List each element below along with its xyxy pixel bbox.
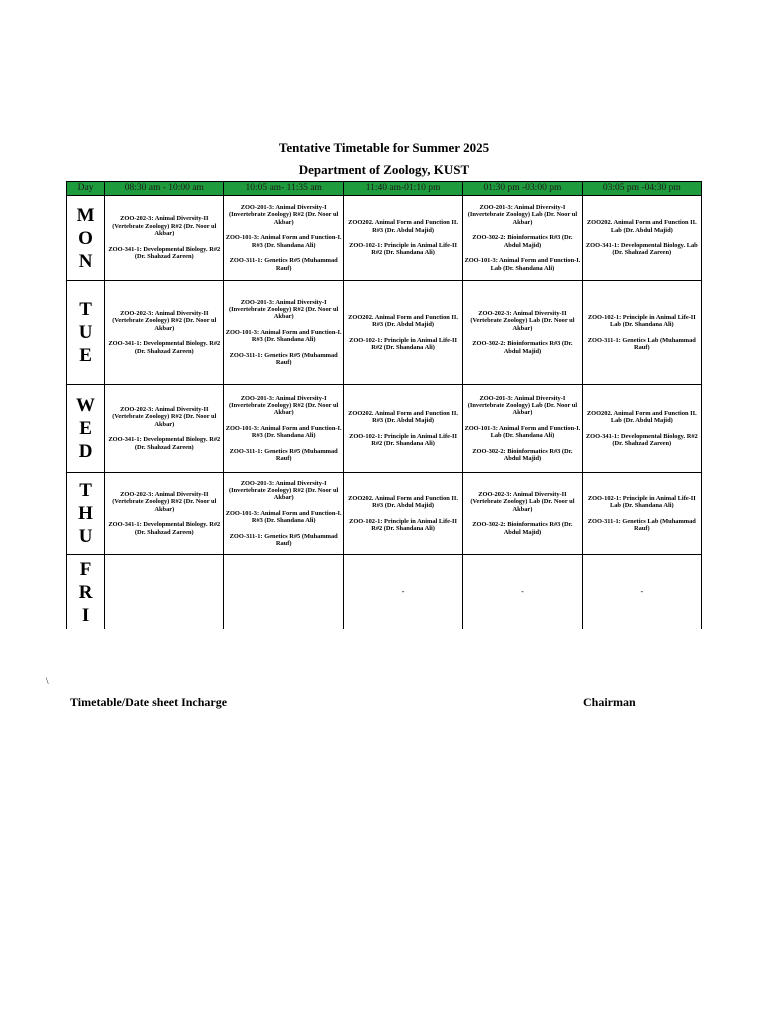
course-entry: ZOO-202-3: Animal Diversity-II (Vertebrate Zoology) R#2 (Dr. Noor ul Akbar) [112,215,217,238]
course-entry: ZOO202. Animal Form and Function II. R#3 (Dr. Abdul Majid) [348,409,458,425]
slot-cell-mon-3 [343,196,462,281]
slot-cell-mon-5 [582,196,701,281]
course-entry: ZOO-302-2: Bioinformatics R#3 (Dr. Abdul Majid) [472,340,573,355]
slot-cell-fri-3 [343,555,462,630]
course-entry: ZOO-101-3: Animal Form and Function-I. R#3 (Dr. Shandana Ali) [225,328,342,344]
empty-slot-marker: - [401,587,405,597]
empty-slot-marker: - [640,587,644,597]
department-title: Department of Zoology, KUST [298,162,470,177]
course-entry: ZOO-302-2: Bioinformatics R#3 (Dr. Abdul Majid) [472,521,573,536]
slot-cell-mon-1 [105,196,224,281]
column-header-slot-4: 01:30 pm -03:00 pm [463,182,582,196]
course-entry: ZOO-202-3: Animal Diversity-II (Vertebrate Zoology) Lab (Dr. Noor ul Akbar) [470,490,575,513]
day-letter: O [78,227,93,249]
day-letter: T [79,480,92,501]
column-header-slot-2: 10:05 am- 11:35 am [224,182,343,196]
day-letter: M [76,204,95,226]
course-entry: ZOO-102-1: Principle in Animal Life-II R#2 (Dr. Shandana Ali) [349,517,458,532]
slot-cell-wed-3 [343,385,462,473]
course-entry: ZOO-101-3: Animal Form and Function-I. R#3 (Dr. Shandana Ali) [225,234,342,249]
slot-cell-mon-2 [224,196,343,281]
course-entry: ZOO202. Animal Form and Function II. Lab (Dr. Abdul Majid) [586,409,697,425]
day-label-thu [67,473,105,555]
timetable-header-row [67,182,702,196]
chairman-signature-label: Chairman [583,695,636,709]
course-entry: ZOO-202-3: Animal Diversity-II (Vertebrate Zoology) R#2 (Dr. Noor ul Akbar) [112,490,217,513]
stray-mark: \ [46,676,49,686]
day-row-wed [67,385,702,473]
course-entry: ZOO-311-1: Genetics R#5 (Muhammad Rauf) [229,257,338,272]
slot-cell-thu-2 [224,473,343,555]
day-letter: D [78,441,93,462]
course-entry: ZOO-102-1: Principle in Animal Life-II R#2 (Dr. Shandana Ali) [349,242,458,257]
slot-cell-thu-4 [463,473,582,555]
slot-cell-tue-2 [224,281,343,385]
course-entry: ZOO-202-3: Animal Diversity-II (Vertebrate Zoology) Lab (Dr. Noor ul Akbar) [470,309,575,332]
slot-cell-wed-2 [224,385,343,473]
course-entry: ZOO-202-3: Animal Diversity-II (Vertebrate Zoology) R#2 (Dr. Noor ul Akbar) [112,309,217,332]
day-row-fri [67,555,702,630]
column-header-slot-1: 08:30 am - 10:00 am [105,182,224,196]
course-entry: ZOO202. Animal Form and Function II. R#3 (Dr. Abdul Majid) [348,494,458,510]
slot-cell-thu-3 [343,473,462,555]
day-letter: W [76,395,96,416]
timetable-title: Tentative Timetable for Summer 2025 [278,140,490,155]
course-entry: ZOO-341-1: Developmental Biology. R#2 (Dr. Shahzad Zareen) [108,340,221,355]
slot-cell-wed-1 [105,385,224,473]
course-entry: ZOO-311-1: Genetics Lab (Muhammad Rauf) [587,517,696,532]
course-entry: ZOO-102-1: Principle in Animal Life-II R#2 (Dr. Shandana Ali) [349,432,458,447]
slot-cell-fri-1 [105,555,224,630]
course-entry: ZOO-201-3: Animal Diversity-I (Invertebrate Zoology) Lab (Dr. Noor ul Akbar) [467,204,578,226]
day-letter: R [78,581,93,603]
slot-cell-tue-5 [582,281,701,385]
course-entry: ZOO-201-3: Animal Diversity-I (Invertebrate Zoology) R#2 (Dr. Noor ul Akbar) [229,479,339,502]
incharge-signature-label: Timetable/Date sheet Incharge [70,695,228,709]
course-entry: ZOO-311-1: Genetics R#5 (Muhammad Rauf) [229,351,338,367]
course-entry: ZOO-341-1: Developmental Biology. R#2 (Dr. Shahzad Zareen) [108,521,221,536]
day-label-wed [67,385,105,473]
course-entry: ZOO-201-3: Animal Diversity-I (Invertebrate Zoology) R#2 (Dr. Noor ul Akbar) [229,298,339,321]
day-letter: I [81,604,90,626]
course-entry: ZOO202. Animal Form and Function II. Lab (Dr. Abdul Majid) [586,219,697,234]
course-entry: ZOO202. Animal Form and Function II. R#3 (Dr. Abdul Majid) [348,313,458,329]
course-entry: ZOO-201-3: Animal Diversity-I (Invertebrate Zoology) R#2 (Dr. Noor ul Akbar) [229,394,339,417]
day-letter: H [78,503,93,524]
course-entry: ZOO-201-3: Animal Diversity-I (Invertebrate Zoology) R#2 (Dr. Noor ul Akbar) [229,204,339,226]
course-entry: ZOO-102-1: Principle in Animal Life-II Lab (Dr. Shandana Ali) [587,313,696,329]
course-entry: ZOO-202-3: Animal Diversity-II (Vertebrate Zoology) R#2 (Dr. Noor ul Akbar) [112,405,217,428]
empty-slot-marker: - [521,587,524,597]
column-header-day: Day [67,182,105,196]
day-row-tue [67,281,702,385]
slot-cell-wed-4 [463,385,582,473]
course-entry: ZOO-341-1: Developmental Biology. R#2 (Dr. Shahzad Zareen) [585,432,698,447]
course-entry: ZOO-102-1: Principle in Animal Life-II R#2 (Dr. Shandana Ali) [349,336,458,351]
day-letter: E [79,345,92,366]
course-entry: ZOO-302-2: Bioinformatics R#3 (Dr. Abdul Majid) [472,234,573,249]
slot-cell-mon-4 [463,196,582,281]
day-letter: E [79,418,92,439]
slot-cell-fri-4 [463,555,582,630]
day-row-thu [67,473,702,555]
slot-cell-thu-5 [582,473,701,555]
slot-cell-wed-5 [582,385,701,473]
day-letter: F [79,558,92,580]
slot-cell-tue-1 [105,281,224,385]
day-label-fri [67,555,105,630]
course-entry: ZOO-341-1: Developmental Biology. R#2 (Dr. Shahzad Zareen) [108,436,221,451]
day-letter: U [78,526,93,547]
slot-cell-tue-4 [463,281,582,385]
column-header-slot-3: 11:40 am-01:10 pm [343,182,462,196]
course-entry: ZOO-341-1: Developmental Biology. R#2 (Dr. Shahzad Zareen) [108,245,221,261]
day-letter: T [79,299,92,320]
day-letter: N [78,250,93,272]
slot-cell-thu-1 [105,473,224,555]
day-label-tue [67,281,105,385]
course-entry: ZOO-101-3: Animal Form and Function-I. Lab (Dr. Shandana Ali) [464,257,581,272]
timetable [66,181,702,629]
day-row-mon [67,196,702,281]
course-entry: ZOO-311-1: Genetics R#5 (Muhammad Rauf) [229,532,338,548]
day-letter: U [78,322,93,343]
course-entry: ZOO-311-1: Genetics Lab (Muhammad Rauf) [587,336,696,351]
slot-cell-fri-5 [582,555,701,630]
course-entry: ZOO-101-3: Animal Form and Function-I. Lab (Dr. Shandana Ali) [464,424,581,440]
course-entry: ZOO-101-3: Animal Form and Function-I. R#3 (Dr. Shandana Ali) [225,509,342,525]
course-entry: ZOO-201-3: Animal Diversity-I (Invertebrate Zoology) Lab (Dr. Noor ul Akbar) [467,394,578,417]
course-entry: ZOO202. Animal Form and Function II. R#3 (Dr. Abdul Majid) [348,219,458,234]
course-entry: ZOO-302-2: Bioinformatics R#3 (Dr. Abdul Majid) [472,447,573,463]
course-entry: ZOO-101-3: Animal Form and Function-I. R#3 (Dr. Shandana Ali) [225,424,342,440]
slot-cell-tue-3 [343,281,462,385]
column-header-slot-5: 03:05 pm -04:30 pm [582,182,701,196]
course-entry: ZOO-341-1: Developmental Biology. Lab (Dr. Shahzad Zareen) [585,242,698,257]
slot-cell-fri-2 [224,555,343,630]
course-entry: ZOO-311-1: Genetics R#5 (Muhammad Rauf) [229,447,338,463]
day-label-mon [67,196,105,281]
course-entry: ZOO-102-1: Principle in Animal Life-II Lab (Dr. Shandana Ali) [587,494,696,510]
